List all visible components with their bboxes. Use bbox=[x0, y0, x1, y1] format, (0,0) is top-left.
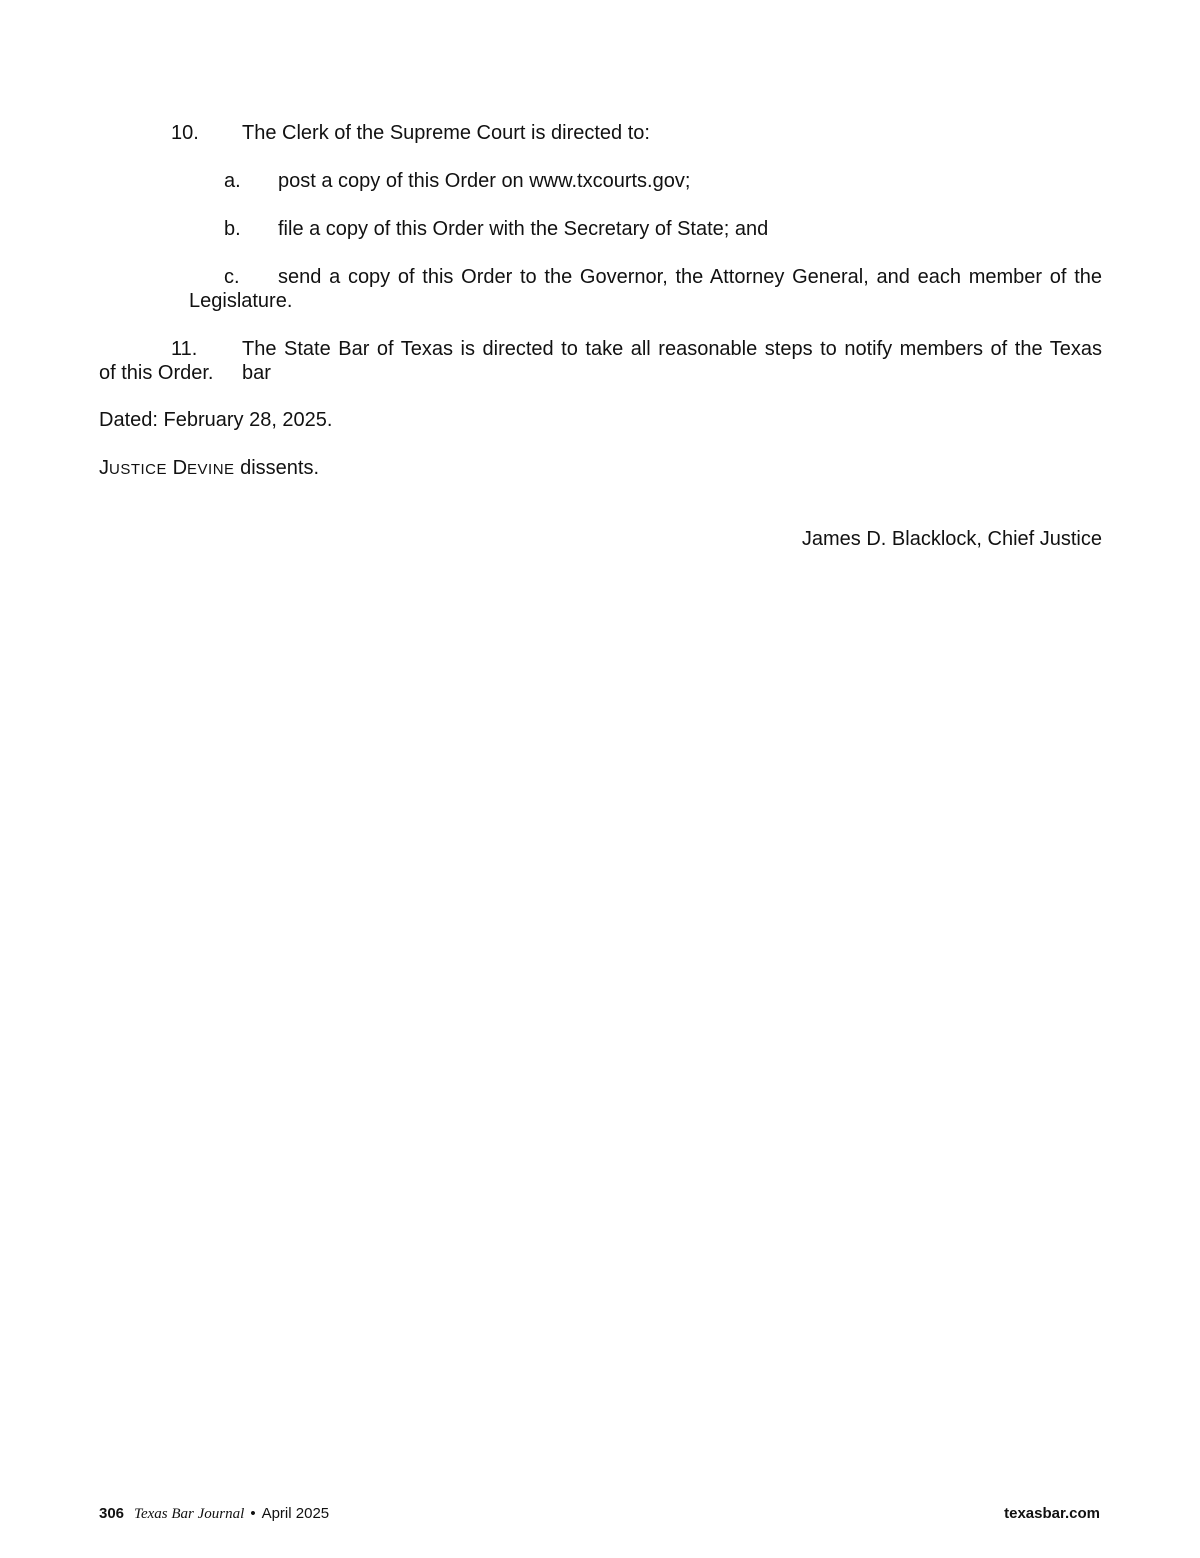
item-10a-text: post a copy of this Order on www.txcourts.gov; bbox=[278, 170, 691, 192]
item-10b-letter: b. bbox=[224, 218, 241, 240]
footer-bullet: • bbox=[250, 1505, 256, 1522]
item-10b-text: file a copy of this Order with the Secretary of State; and bbox=[278, 218, 769, 240]
signature-line: James D. Blacklock, Chief Justice bbox=[801, 528, 1102, 550]
dissent-line bbox=[99, 456, 319, 482]
footer-issue-date: April 2025 bbox=[261, 1505, 330, 1522]
dissent-name-initial: D bbox=[172, 457, 188, 479]
dissent-text: dissents. bbox=[234, 457, 320, 479]
dissent-title-initial: J bbox=[99, 457, 109, 479]
item-11-number: 11. bbox=[171, 338, 198, 360]
dissent-title-rest: USTICE bbox=[109, 461, 168, 478]
item-10-number: 10. bbox=[171, 122, 199, 144]
footer-left bbox=[99, 1504, 329, 1524]
footer-journal-title: Texas Bar Journal bbox=[134, 1506, 245, 1522]
item-10-text: The Clerk of the Supreme Court is directed to: bbox=[242, 122, 650, 144]
dissent-name-rest: EVINE bbox=[187, 461, 235, 478]
item-10c-letter: c. bbox=[224, 266, 240, 288]
footer-right bbox=[1004, 1504, 1100, 1524]
dated-line: Dated: February 28, 2025. bbox=[99, 409, 333, 431]
item-10a-letter: a. bbox=[224, 170, 241, 192]
item-11-text-line1: The State Bar of Texas is directed to take all reasonable steps to notify members of the Texas bar bbox=[242, 338, 1102, 384]
item-11-text-line2: of this Order. bbox=[99, 362, 214, 384]
footer-site-link[interactable]: texasbar.com bbox=[1004, 1505, 1100, 1522]
item-10c-text-line1: send a copy of this Order to the Governor, the Attorney General, and each member of the bbox=[278, 266, 1102, 288]
item-10c-text-line2: Legislature. bbox=[189, 290, 293, 312]
footer-page-number: 306 bbox=[99, 1505, 125, 1522]
